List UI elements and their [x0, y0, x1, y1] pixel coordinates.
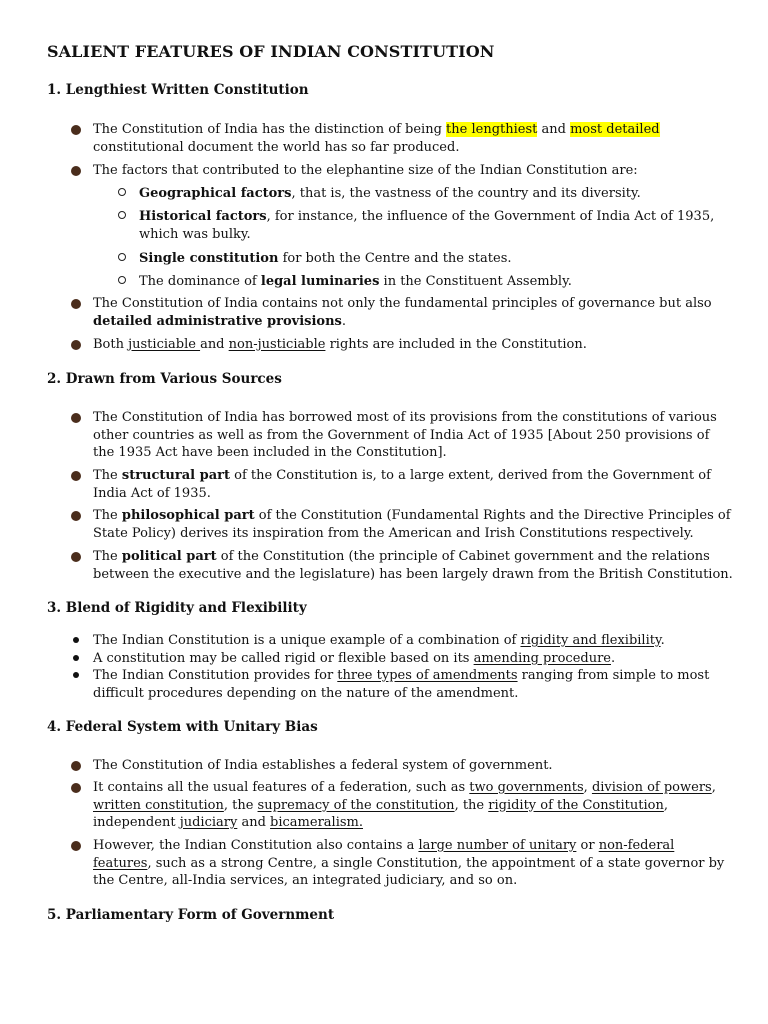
- bullet-icon: [73, 637, 79, 643]
- section-1-item-2: The factors that contributed to the elephantine size of the Indian Constitution are:: [93, 163, 638, 178]
- section-2-item-2: The structural part of the Constitution is, to a large extent, derived from the Government of India Act of 1935.: [93, 468, 711, 501]
- sub-bullet-icon: [118, 276, 126, 284]
- document-title: SALIENT FEATURES OF INDIAN CONSTITUTION: [47, 42, 495, 61]
- bullet-icon: [73, 655, 79, 661]
- highlight: most detailed: [570, 122, 660, 137]
- section-1-subitem-1: Geographical factors, that is, the vastness of the country and its diversity.: [139, 186, 641, 201]
- section-3-heading: 3. Blend of Rigidity and Flexibility: [47, 600, 307, 616]
- section-1-subitem-3: Single constitution for both the Centre and the states.: [139, 251, 512, 266]
- bullet-icon: [71, 299, 81, 309]
- section-1-item-4: Both justiciable and non-justiciable rights are included in the Constitution.: [93, 337, 587, 352]
- section-1-item-3: The Constitution of India contains not only the fundamental principles of governance but also detailed administrative provisions.: [93, 296, 712, 329]
- section-4-item-1: The Constitution of India establishes a federal system of government.: [93, 758, 553, 773]
- sub-bullet-icon: [118, 211, 126, 219]
- section-4-item-2: It contains all the usual features of a federation, such as two governments, division of powers, written constitution, the supremacy of the constitution, the rigidity of the Constitution, independent judiciary and bicameralism.: [93, 780, 716, 830]
- bullet-icon: [71, 841, 81, 851]
- section-2-item-4: The political part of the Constitution (the principle of Cabinet government and the relations between the executive and the legislature) has been largely drawn from the British Constitution.: [93, 549, 733, 582]
- bullet-icon: [71, 340, 81, 350]
- section-1-subitem-4: The dominance of legal luminaries in the Constituent Assembly.: [139, 274, 572, 289]
- section-4-heading: 4. Federal System with Unitary Bias: [47, 719, 318, 735]
- section-1-subitem-2: Historical factors, for instance, the influence of the Government of India Act of 1935, which was bulky.: [139, 209, 715, 242]
- section-2-item-3: The philosophical part of the Constitution (Fundamental Rights and the Directive Principles of State Policy) derives its inspiration from the American and Irish Constitutions respectively.: [93, 508, 731, 541]
- bullet-icon: [71, 471, 81, 481]
- section-3-item-3: The Indian Constitution provides for three types of amendments ranging from simple to most difficult procedures depending on the nature of the amendment.: [93, 668, 710, 701]
- sub-bullet-icon: [118, 253, 126, 261]
- section-1-heading: 1. Lengthiest Written Constitution: [47, 82, 309, 98]
- section-2-item-1: The Constitution of India has borrowed most of its provisions from the constitutions of various other countries as well as from the Government of India Act of 1935 [About 250 provisions of the 1935 Act have been included in the Constitution].: [93, 410, 717, 460]
- section-2-heading: 2. Drawn from Various Sources: [47, 371, 282, 387]
- bullet-icon: [71, 783, 81, 793]
- section-3-item-1: The Indian Constitution is a unique example of a combination of rigidity and flexibility.: [93, 633, 665, 648]
- section-3-item-2: A constitution may be called rigid or flexible based on its amending procedure.: [93, 651, 616, 666]
- bullet-icon: [71, 413, 81, 423]
- bullet-icon: [73, 672, 79, 678]
- section-5-heading: 5. Parliamentary Form of Government: [47, 907, 335, 923]
- highlight: the lengthiest: [446, 122, 538, 137]
- sub-bullet-icon: [118, 188, 126, 196]
- section-1-item-1: The Constitution of India has the distinction of being the lengthiest and most detailed constitutional document the world has so far produced.: [93, 122, 660, 155]
- bullet-icon: [71, 552, 81, 562]
- bullet-icon: [71, 125, 81, 135]
- bullet-icon: [71, 511, 81, 521]
- bullet-icon: [71, 166, 81, 176]
- section-4-item-3: However, the Indian Constitution also contains a large number of unitary or non-federal features, such as a strong Centre, a single Constitution, the appointment of a state governor by the Centre, all-India services, an integrated judiciary, and so on.: [93, 838, 725, 888]
- bullet-icon: [71, 761, 81, 771]
